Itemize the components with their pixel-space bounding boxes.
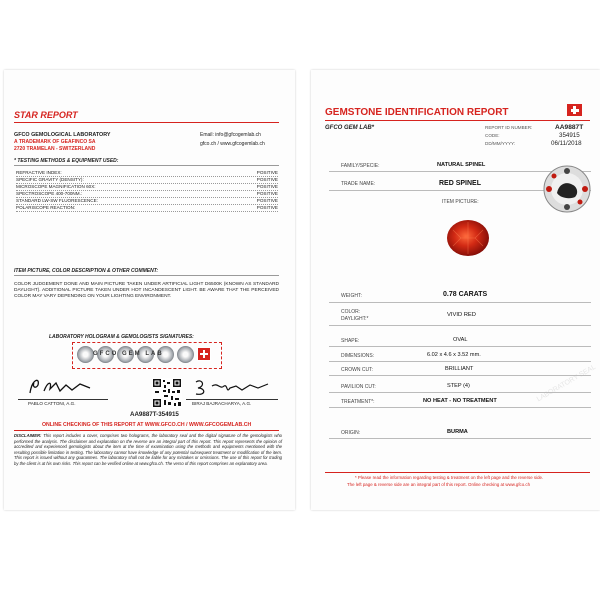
color-label: COLOR: [341,309,361,315]
code-label: CODE: [485,133,500,138]
test-row [16,177,278,184]
tests-divider [14,165,279,166]
signer-1-name: PABLO CATTONI, A.G. [28,401,76,406]
test-name: SPECTROSCOPE 400-700NM.: [16,191,83,196]
row-line [329,325,591,326]
report-id-label: REPORT ID NUMBER: [485,125,533,130]
disclaimer-divider [14,430,279,431]
origin-value: BURMA [447,429,468,435]
shape-value: OVAL [453,337,468,343]
left-page [4,70,295,510]
weight-label: WEIGHT: [341,293,362,299]
gemstone-report-title: GEMSTONE IDENTIFICATION REPORT [325,107,509,118]
dimensions-label: DIMENSIONS: [341,353,375,359]
hologram-heading: LABORATORY HOLOGRAM & GEMOLOGISTS SIGNATURES: [49,334,194,340]
hologram-disc [177,346,194,363]
report-code: AA9887T-354915 [130,411,179,418]
test-name: POLARISCOPE REACTION: [16,205,76,210]
qr-code-icon [152,378,182,408]
row-line [329,392,591,393]
test-row [16,198,278,205]
treatment-label: TREATMENT*: [341,399,375,405]
row-line [329,346,591,347]
test-result: POSITIVE [256,205,278,210]
title-divider [325,120,590,121]
trade-name-label: TRADE NAME: [341,181,376,187]
crown-cut-value: BRILLIANT [445,366,474,372]
report-id-value: AA9887T [555,124,584,131]
lab-address: 2720 TRAMELAN - SWITZERLAND [14,146,96,152]
laboratory-seal-watermark: LABORATORY SEAL [535,363,598,404]
comment-divider [14,275,279,276]
treatment-value: NO HEAT - NO TREATMENT [423,398,497,404]
date-value: 06/11/2018 [551,140,582,147]
test-row [16,184,278,191]
signature-1-line [18,399,108,400]
test-name: STANDARD LW-SW FLUORESCENCE: [16,198,98,203]
laboratory-seal-icon [543,165,591,213]
item-picture-label: ITEM PICTURE: [442,199,479,205]
right-page [311,70,600,510]
comment-text: COLOR JUDGEMENT DONE AND MAIN PICTURE TAKEN UNDER ARTIFICIAL LIGHT D6500K (KNOWN AS STANDARD DAYLIGHT). ADDITIONAL PICTURE TAKEN UNDER HOT INCANDESCENT LIGHT. BE AWARE THAT THE PERCEIVED COLOR MAY VARY DEPENDING ON YOUR LIGHTING ENVIRONMENT. [14,282,279,300]
lab-email: Email: info@gfcogemlab.ch [200,132,261,138]
test-result: POSITIVE [256,184,278,189]
lab-web: gfco.ch / www.gfcogemlab.ch [200,141,265,147]
signature-2 [192,376,272,398]
date-label: DD/MM/YYYY: [485,141,516,146]
row-line [329,361,591,362]
daylight-label: DAYLIGHT:* [341,316,369,322]
online-check-text: ONLINE CHECKING OF THIS REPORT AT WWW.GFCO.CH / WWW.GFCOGEMLAB.CH [42,422,252,428]
swiss-flag-icon [567,104,582,116]
row-line [329,375,591,376]
disclaimer-label: DISCLAIMER: [14,433,42,438]
hologram-disc [77,346,94,363]
code-value: 354915 [559,132,580,139]
test-result: POSITIVE [256,170,278,175]
shape-label: SHAPE: [341,338,360,344]
row-line [329,438,591,439]
family-value: NATURAL SPINEL [437,162,486,168]
test-row [16,205,278,212]
row-line [329,407,591,408]
swiss-flag-icon [197,347,211,361]
signer-2-name: BIRAJ BAJRACHARYA, A.G. [192,401,252,406]
family-label: FAMILY/SPECIE: [341,163,380,169]
disclaimer-block [14,433,282,467]
hologram-box [72,342,222,369]
tests-heading: * TESTING METHODS & EQUIPMENT USED: [14,158,119,164]
lab-name: GFCO GEMOLOGICAL LABORATORY [14,132,111,138]
color-value: VIVID RED [447,312,476,318]
comment-heading: ITEM PICTURE, COLOR DESCRIPTION & OTHER COMMENT: [14,268,159,274]
test-name: MICROSCOPE MAGNIFICATION 60X: [16,184,96,189]
test-result: POSITIVE [256,198,278,203]
pavilion-cut-value: STEP (4) [447,383,470,389]
title-divider [14,122,279,123]
trade-name-value: RED SPINEL [439,180,482,187]
test-name: REFRACTIVE INDEX: [16,170,62,175]
gem-picture [445,218,491,258]
dimensions-value: 6.02 x 4.6 x 3.52 mm. [427,352,481,358]
footer-note-1: * Please read the information regarding testing & treatment on the left page and the reverse side. [355,475,544,480]
lab-name: GFCO GEM LAB* [325,125,374,131]
test-row [16,170,278,177]
test-result: POSITIVE [256,177,278,182]
pavilion-cut-label: PAVILION CUT: [341,384,376,390]
test-name: SPECIFIC GRAVITY (DENSITY): [16,177,84,182]
row-line [329,302,591,303]
star-report-title: STAR REPORT [14,110,78,120]
disclaimer-text: This report includes a cover, comprises two holograms, the laboratory seal and the digital signature of the gemologists who performed the analysis. The disclaimer and explanation on the reverse are an integral part of this report. This report represents the opinion of accredited and experienced gemologists about the item at the time of examination using the methods and equipments mentioned with the resulting possible limitation in testing. The laboratory cannot have knowledge of any potential subsequent treatment or modification of the item. This report is issued without any guarantees. The laboratory shall not be liable for any mistakes or omissions. The use of this report for trading by the client is at his own risks. This report can be verified online at www.gfco.ch. The verso of this report comprises an explanatory area. [14,433,282,466]
origin-label: ORIGIN: [341,430,361,436]
signature-2-line [186,399,278,400]
footer-divider [325,472,590,473]
test-row [16,191,278,198]
test-result: POSITIVE [256,191,278,196]
crown-cut-label: CROWN CUT: [341,367,373,373]
weight-value: 0.78 CARATS [443,291,488,298]
lab-trademark: A TRADEMARK OF GEAFINCO SA [14,139,96,145]
hologram-text: GFCO GEM LAB [93,351,164,357]
signature-1 [26,375,98,397]
footer-note-2: The left page & reverse side are an integral part of this report. Online checking at www.gfco.ch [347,482,531,487]
